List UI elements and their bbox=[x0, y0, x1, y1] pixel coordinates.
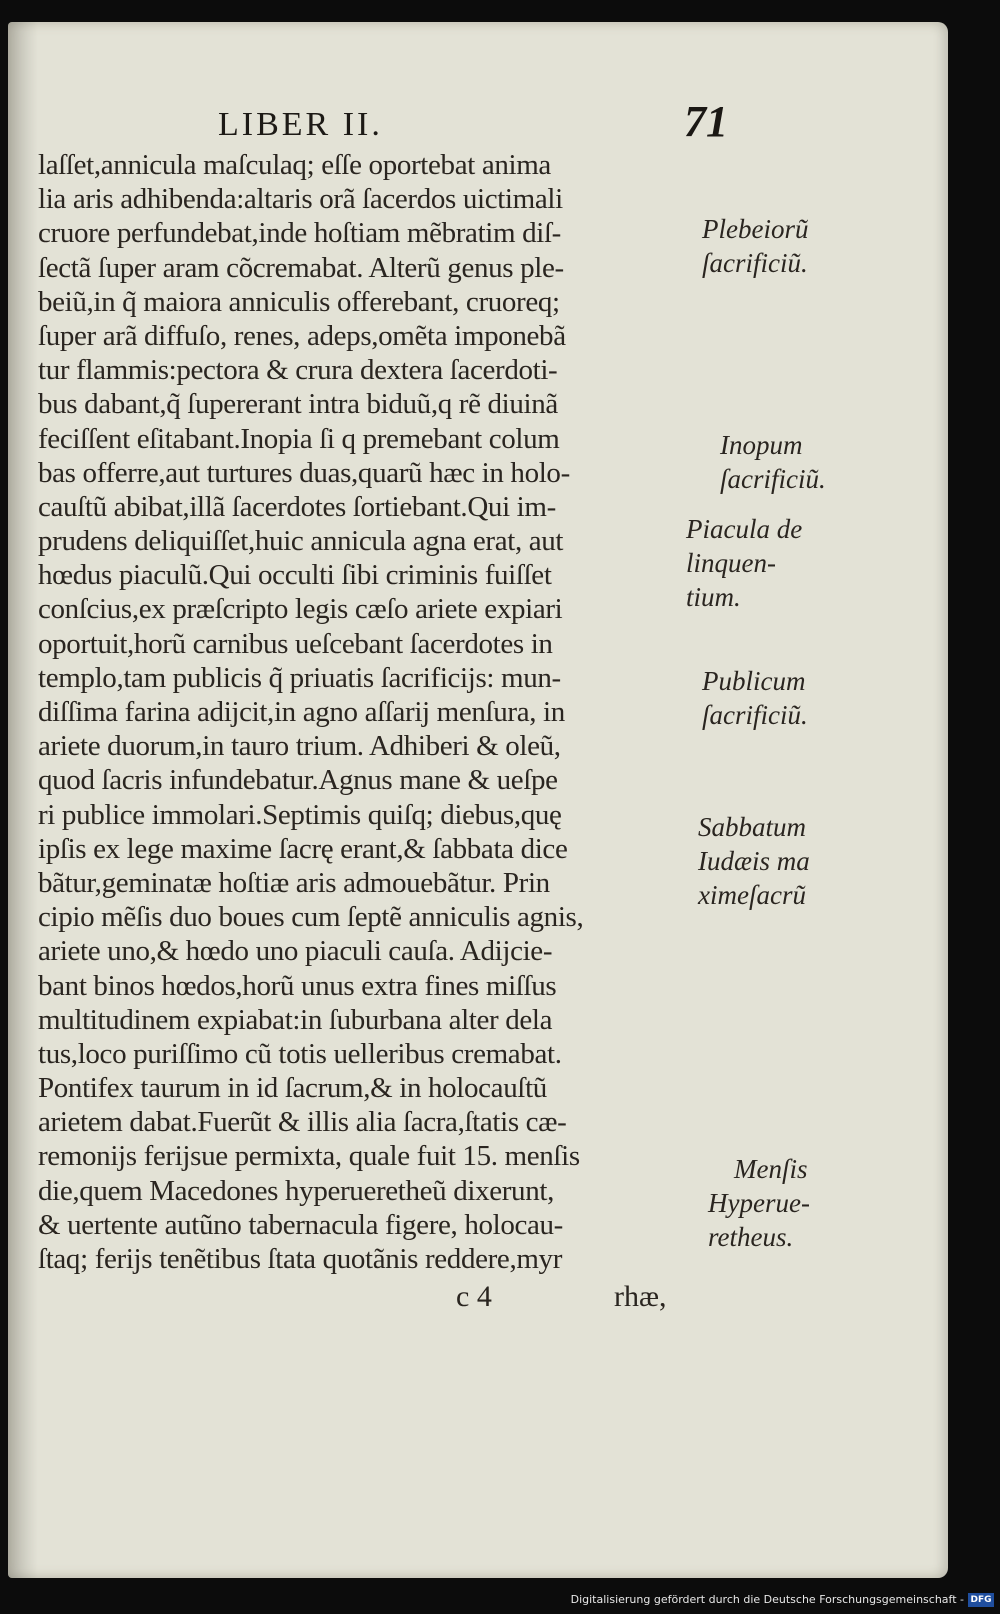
folio-number: 71 bbox=[684, 97, 728, 146]
dfg-logo: DFG bbox=[968, 1593, 994, 1607]
text-line: ipſis ex lege maxime ſacrę erant,& ſabbata dice bbox=[38, 832, 568, 865]
marginal-line: Hyperue- bbox=[708, 1188, 810, 1218]
text-line: cipio mẽſis duo boues cum ſeptẽ anniculis agnis, bbox=[38, 901, 584, 934]
marginal-line: Sabbatum bbox=[698, 812, 806, 842]
digitization-footer bbox=[0, 1578, 1000, 1614]
text-line: lia aris adhibenda:altaris orã ſacerdos uictimali bbox=[38, 183, 563, 216]
text-line: templo,tam publicis q̃ priuatis ſacrificijs: mun- bbox=[38, 661, 561, 694]
text-line: multitudinem expiabat:in ſuburbana alter dela bbox=[38, 1003, 553, 1036]
text-line: cauſtũ abibat,illã ſacerdotes ſortiebant.Qui im- bbox=[38, 490, 556, 523]
marginal-line: Inopum bbox=[720, 430, 803, 460]
marginal-line: ximeſacrũ bbox=[698, 880, 806, 910]
marginal-note-poor-sacrifice bbox=[720, 428, 880, 496]
marginal-line: ſacrificiũ. bbox=[720, 464, 826, 494]
marginal-line: Piacula de bbox=[686, 514, 803, 544]
marginal-note-sabbath bbox=[698, 810, 858, 912]
text-line: bãtur,geminatæ hoſtiæ aris admouebãtur. Prin bbox=[38, 866, 550, 899]
text-line: Pontifex taurum in id ſacrum,& in holocauſtũ bbox=[38, 1072, 547, 1105]
marginal-line: Publicum bbox=[702, 666, 806, 696]
marginal-line: ſacrificiũ. bbox=[702, 248, 808, 278]
marginal-note-public-sacrifice bbox=[702, 664, 862, 732]
text-line: ſtaq; ferijs tenẽtibus ſtata quotãnis reddere,myr bbox=[38, 1243, 563, 1275]
signature-mark: c 4 bbox=[456, 1280, 492, 1313]
book-page bbox=[8, 22, 948, 1578]
marginal-line: linquen- bbox=[686, 548, 776, 578]
text-line: ariete duorum,in tauro trium. Adhiberi & oleũ, bbox=[38, 730, 561, 763]
text-line: tus,loco puriſſimo cũ totis uelleribus cremabat. bbox=[38, 1037, 562, 1070]
text-line: oportuit,horũ carnibus ueſcebant ſacerdotes in bbox=[38, 627, 553, 660]
marginal-line: Menſis bbox=[734, 1154, 808, 1184]
text-line: die,quem Macedones hyperueretheũ dixerunt, bbox=[38, 1174, 554, 1207]
marginal-line: retheus. bbox=[708, 1222, 794, 1252]
running-title: LIBER II. bbox=[218, 106, 383, 143]
text-line: quod ſacris infundebatur.Agnus mane & ueſpe bbox=[38, 764, 558, 797]
text-line: hœdus piaculũ.Qui occulti ſibi criminis fuiſſet bbox=[38, 559, 552, 592]
marginal-line: ſacrificiũ. bbox=[702, 700, 808, 730]
marginal-note-expiation bbox=[686, 512, 846, 614]
catchword: rhæ, bbox=[614, 1280, 667, 1313]
text-line: beiũ,in q̃ maiora anniculis offerebant, cruoreq; bbox=[38, 285, 560, 318]
text-line: ſectã ſuper aram cõcremabat. Alterũ genus ple- bbox=[38, 251, 564, 284]
marginal-line: Plebeiorũ bbox=[702, 214, 809, 244]
text-line: conſcius,ex præſcripto legis cæſo ariete expiari bbox=[38, 593, 563, 626]
marginal-note-month-hyperveretheus bbox=[708, 1152, 868, 1254]
text-line: bus dabant,q̃ ſupererant intra biduũ,q rẽ diuinã bbox=[38, 388, 558, 421]
text-line: ri publice immolari.Septimis quiſq; diebus,quę bbox=[38, 798, 562, 831]
text-line: laſſet,annicula maſculaq; eſſe oportebat anima bbox=[38, 149, 551, 181]
footer-line bbox=[456, 1280, 716, 1320]
marginal-line: Iudæis ma bbox=[698, 846, 810, 876]
marginal-line: tium. bbox=[686, 582, 741, 612]
text-line: ſuper arã diffuſo, renes, adeps,omẽta imponebã bbox=[38, 319, 566, 352]
text-line: ariete uno,& hœdo uno piaculi cauſa. Adijcie- bbox=[38, 935, 553, 968]
text-line: bant binos hœdos,horũ unus extra fines miſſus bbox=[38, 969, 557, 1002]
text-line: remonijs ferijsue permixta, quale fuit 15. menſis bbox=[38, 1140, 580, 1173]
text-line: bas offerre,aut turtures duas,quarũ hæc in holo- bbox=[38, 456, 570, 489]
text-line: prudens deliquiſſet,huic annicula agna erat, aut bbox=[38, 525, 564, 558]
text-line: arietem dabat.Fuerũt & illis alia ſacra,ſtatis cæ- bbox=[38, 1106, 567, 1139]
text-line: & uertente autũno tabernacula figere, holocau- bbox=[38, 1208, 563, 1241]
text-line: diſſima farina adijcit,in agno aſſarij menſura, in bbox=[38, 696, 565, 728]
text-line: tur flammis:pectora & crura dextera ſacerdoti- bbox=[38, 354, 558, 387]
running-head bbox=[208, 84, 728, 154]
marginal-note-plebeian-sacrifice bbox=[702, 212, 862, 280]
funding-note: Digitalisierung gefördert durch die Deutsche Forschungsgemeinschaft - bbox=[570, 1593, 964, 1606]
body-text bbox=[38, 148, 718, 1276]
text-line: feciſſent eſitabant.Inopia ſi q premebant colum bbox=[38, 422, 560, 455]
text-line: cruore perfundebat,inde hoſtiam mẽbratim diſ- bbox=[38, 217, 561, 250]
